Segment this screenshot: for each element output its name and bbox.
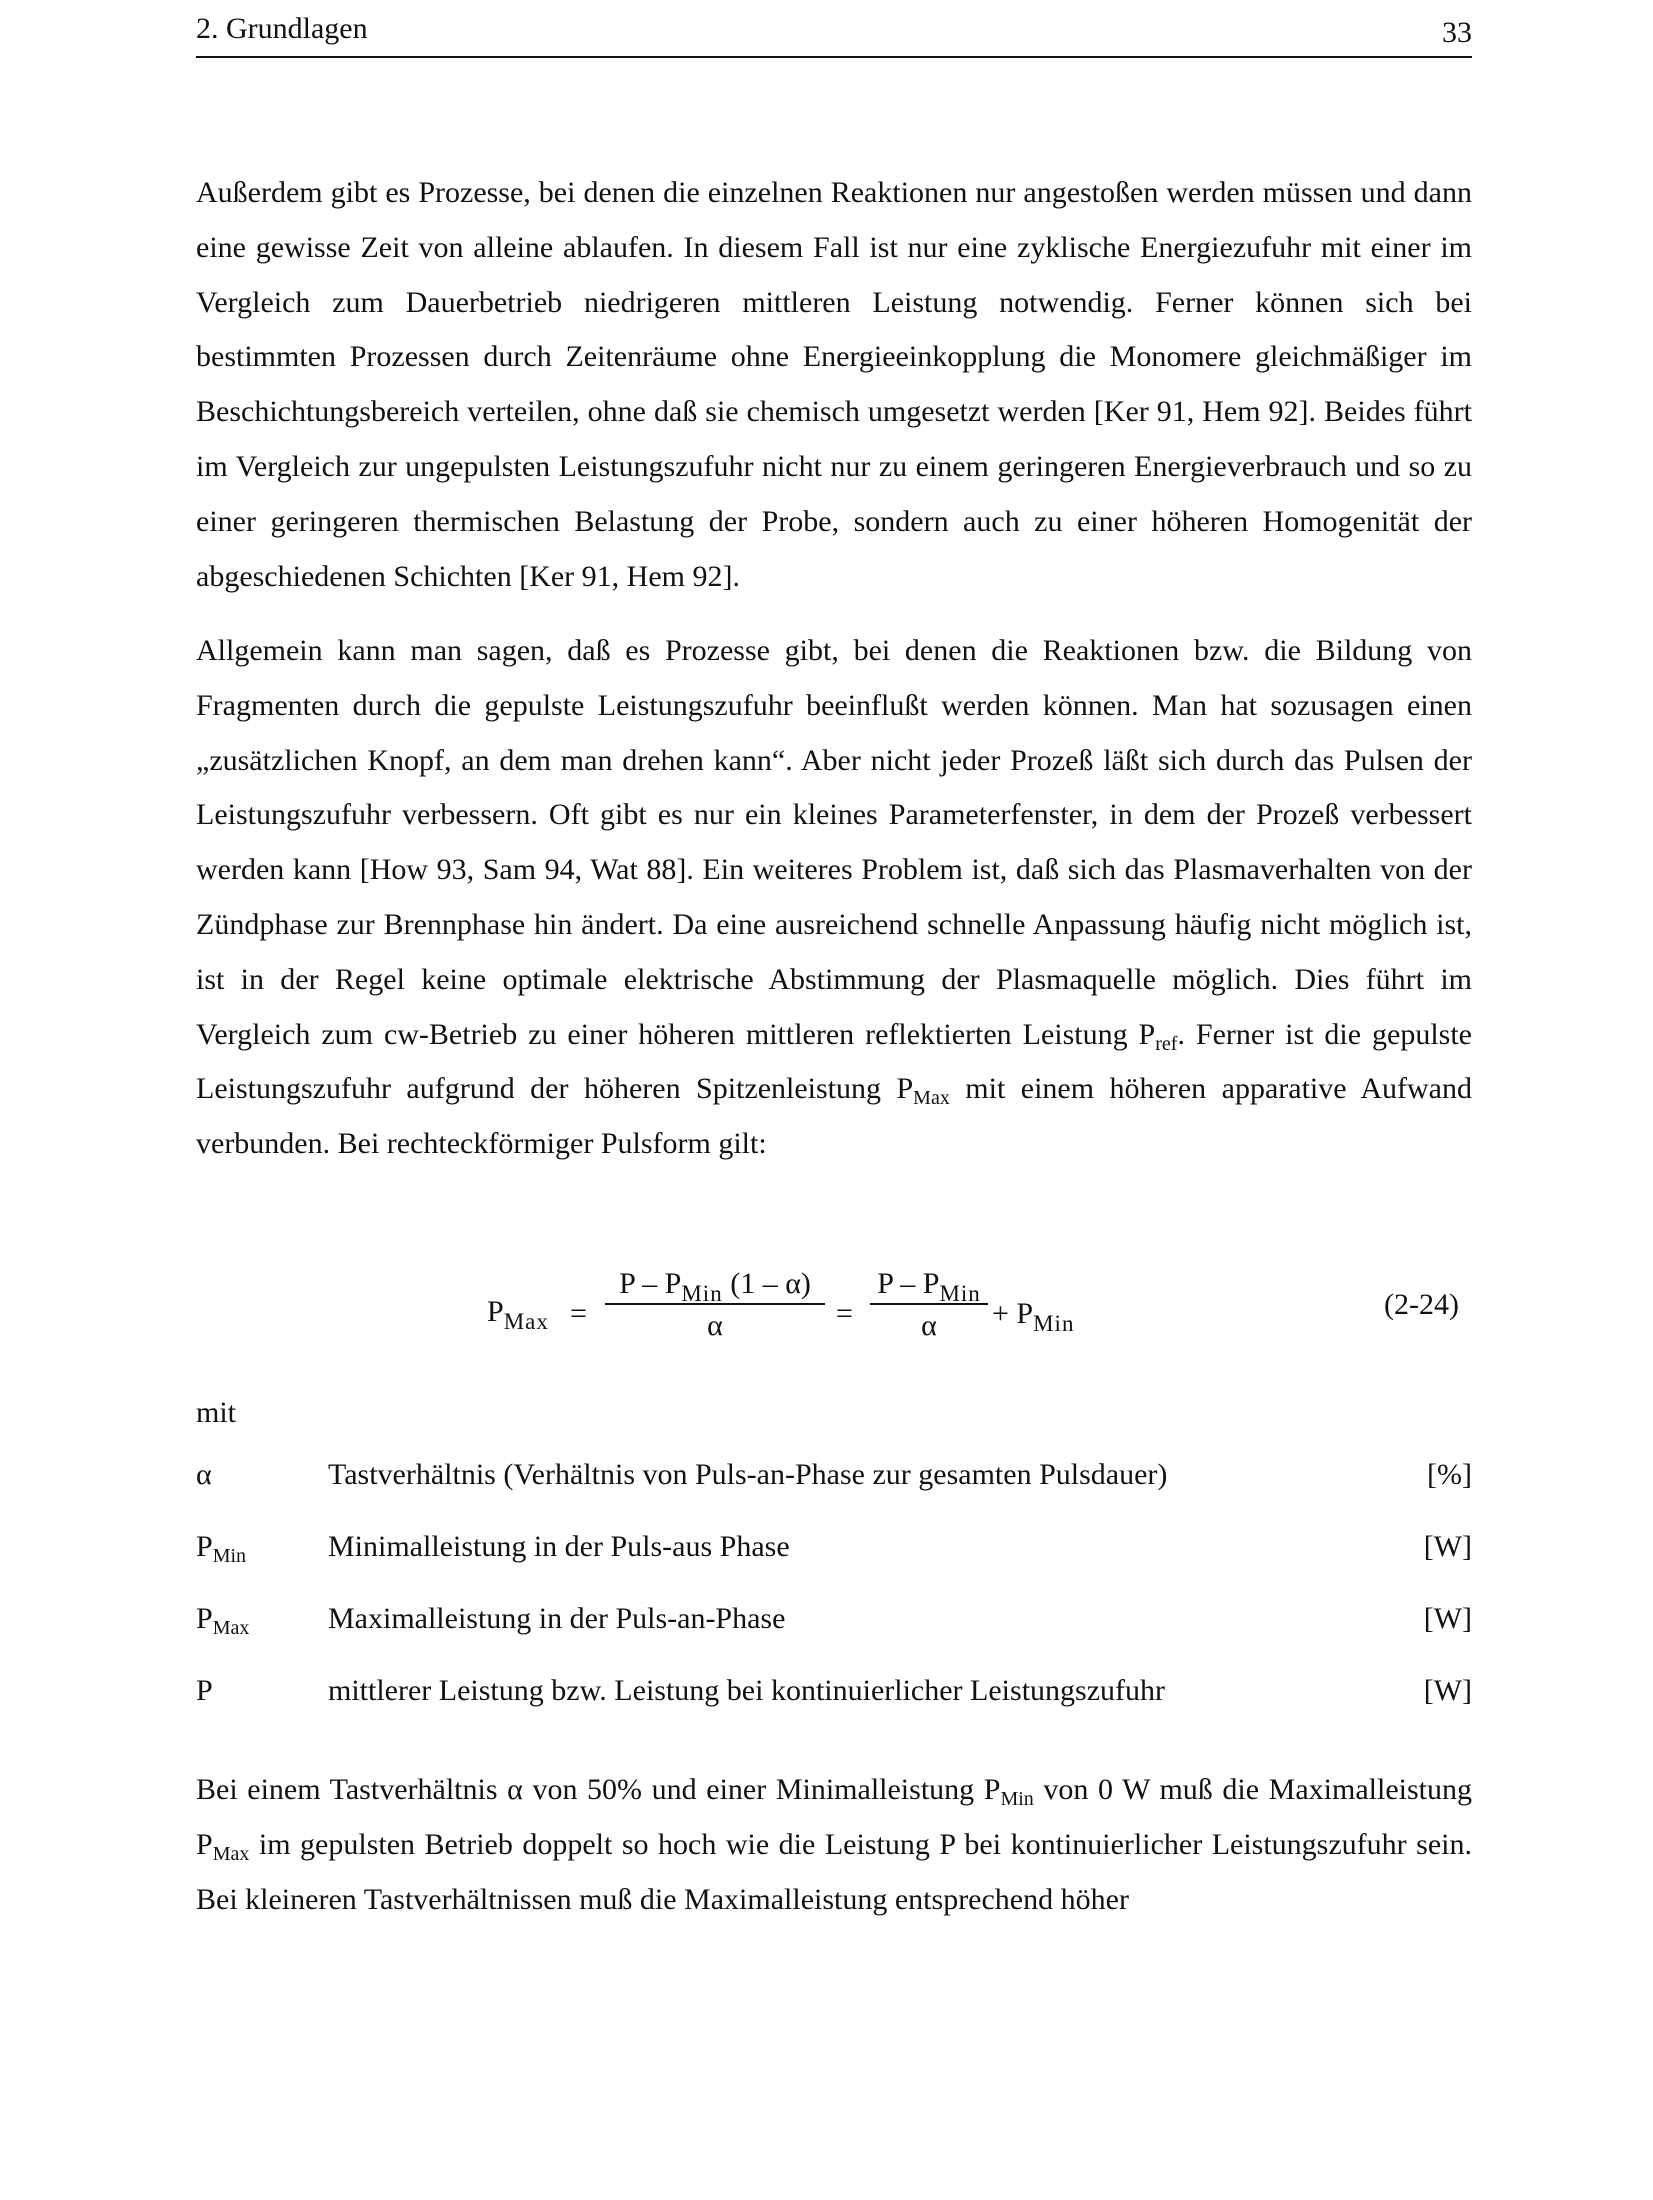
equation-number: (2-24) [1384, 1288, 1459, 1321]
definition-unit: [%] [1427, 1458, 1472, 1491]
definition-symbol: $P_{Max}$ [196, 1602, 250, 1639]
running-header [196, 8, 1472, 58]
paragraph-1: Außerdem gibt es Prozesse, bei denen die einzelnen Reaktionen nur angestoßen werden müssen und dann eine gewisse Zeit von alleine ablaufen. In diesem Fall ist nur eine zyklische Energiezufuhr mit einer im Vergleich zum Dauerbetrieb niedrigeren mittleren Leistung notwendig. Ferner können sich bei bestimmten Prozessen durch Zeitenräume ohne Energieeinkopplung die Monomere gleichmäßiger im Beschichtungsbereich verteilen, ohne daß sie chemisch umgesetzt werden [Ker 91, Hem 92]. Beides führt im Vergleich zur ungepulsten Leistungszufuhr nicht nur zu einem geringeren Energieverbrauch und so zu einer geringeren thermischen Belastung der Probe, sondern auch zu einer höheren Homogenität der abgeschiedenen Schichten [Ker 91, Hem 92]. [196, 176, 1472, 593]
subscript-max: Max [913, 1087, 950, 1110]
fraction-2-denominator: α [921, 1309, 937, 1342]
paragraph-2-text-a: Allgemein kann man sagen, daß es Prozesse gibt, bei denen die Reaktionen bzw. die Bildung von Fragmenten durch die gepulste Leistungszufuhr beeinflußt werden können. Man hat sozusagen einen „zusätzlichen Knopf, an dem man drehen kann“. Aber nicht jeder Prozeß läßt sich durch das Pulsen der Leistungszufuhr verbessern. Oft gibt es nur ein kleines Parameterfenster, in dem der Prozeß verbessert werden kann [How 93, Sam 94, Wat 88]. Ein weiteres Problem ist, daß sich das Plasmaverhalten von der Zündphase zur Brennphase hin ändert. Da eine ausreichend schnelle Anpassung häufig nicht möglich ist, ist in der Regel keine optimale elektrische Abstimmung der Plasmaquelle möglich. Dies führt im Vergleich zum cw-Betrieb zu einer höheren mittleren reflektierten Leistung P [196, 634, 1472, 1051]
subscript-max: Max [212, 1842, 250, 1865]
definition-row [196, 1458, 1472, 1530]
fraction-1-denominator: α [707, 1309, 723, 1342]
definition-description: Maximalleistung in der Puls-an-Phase [328, 1602, 786, 1635]
definition-symbol: P [196, 1674, 213, 1707]
definition-description: mittlerer Leistung bzw. Leistung bei kontinuierlicher Leistungszufuhr [328, 1674, 1165, 1707]
fraction-2 [870, 1267, 988, 1343]
equation-tail: + $P_{Min}$ [992, 1297, 1075, 1336]
symbol-definitions [196, 1458, 1472, 1746]
chapter-title: 2. Grundlagen [196, 12, 368, 45]
equation-lhs: $P_{Max}$ [487, 1295, 549, 1334]
fraction-1 [605, 1267, 825, 1343]
equals-sign: = [836, 1297, 853, 1330]
page-number: 33 [1442, 16, 1472, 49]
paragraph-2-text-b: . Ferner ist die gepulste Leistungszufuhr aufgrund der höheren Spitzenleistung P [196, 1017, 1472, 1106]
definition-row [196, 1602, 1472, 1674]
paragraph-2-text-c: mit einem höheren apparative Aufwand verbunden. Bei rechteckförmiger Pulsform gilt: [196, 1072, 1472, 1161]
definition-row [196, 1674, 1472, 1746]
definition-description: Minimalleistung in der Puls-aus Phase [328, 1530, 790, 1563]
where-label: mit [196, 1396, 237, 1429]
equation-2-24 [0, 1265, 1653, 1375]
definition-unit: [W] [1423, 1530, 1472, 1563]
definition-symbol: $P_{Min}$ [196, 1530, 247, 1567]
paragraph-3: Bei einem Tastverhältnis α von 50% und einer Minimalleistung $P_{Min}$ von 0 W muß die Maximalleistung $P_{Max}$ im gepulsten Betrieb doppelt so hoch wie die Leistung P bei kontinuierlicher Leistungszufuhr sein. Bei kleineren Tastverhältnissen muß die Maximalleistung entsprechend höher [196, 1773, 1472, 1916]
definition-unit: [W] [1423, 1602, 1472, 1635]
definition-row [196, 1530, 1472, 1602]
definition-symbol: α [196, 1458, 212, 1491]
paragraph-2 [196, 624, 1472, 1172]
fraction-1-numerator: P – $P_{Min}$ (1 – α) [619, 1267, 811, 1306]
definition-description: Tastverhältnis (Verhältnis von Puls-an-Phase zur gesamten Pulsdauer) [328, 1458, 1168, 1491]
fraction-2-numerator: P – $P_{Min}$ [877, 1267, 981, 1306]
subscript-ref: ref [1155, 1032, 1178, 1055]
alpha-symbol: α [507, 1773, 523, 1806]
equals-sign: = [570, 1297, 587, 1330]
subscript-min: Min [1000, 1788, 1034, 1810]
definition-unit: [W] [1423, 1674, 1472, 1707]
